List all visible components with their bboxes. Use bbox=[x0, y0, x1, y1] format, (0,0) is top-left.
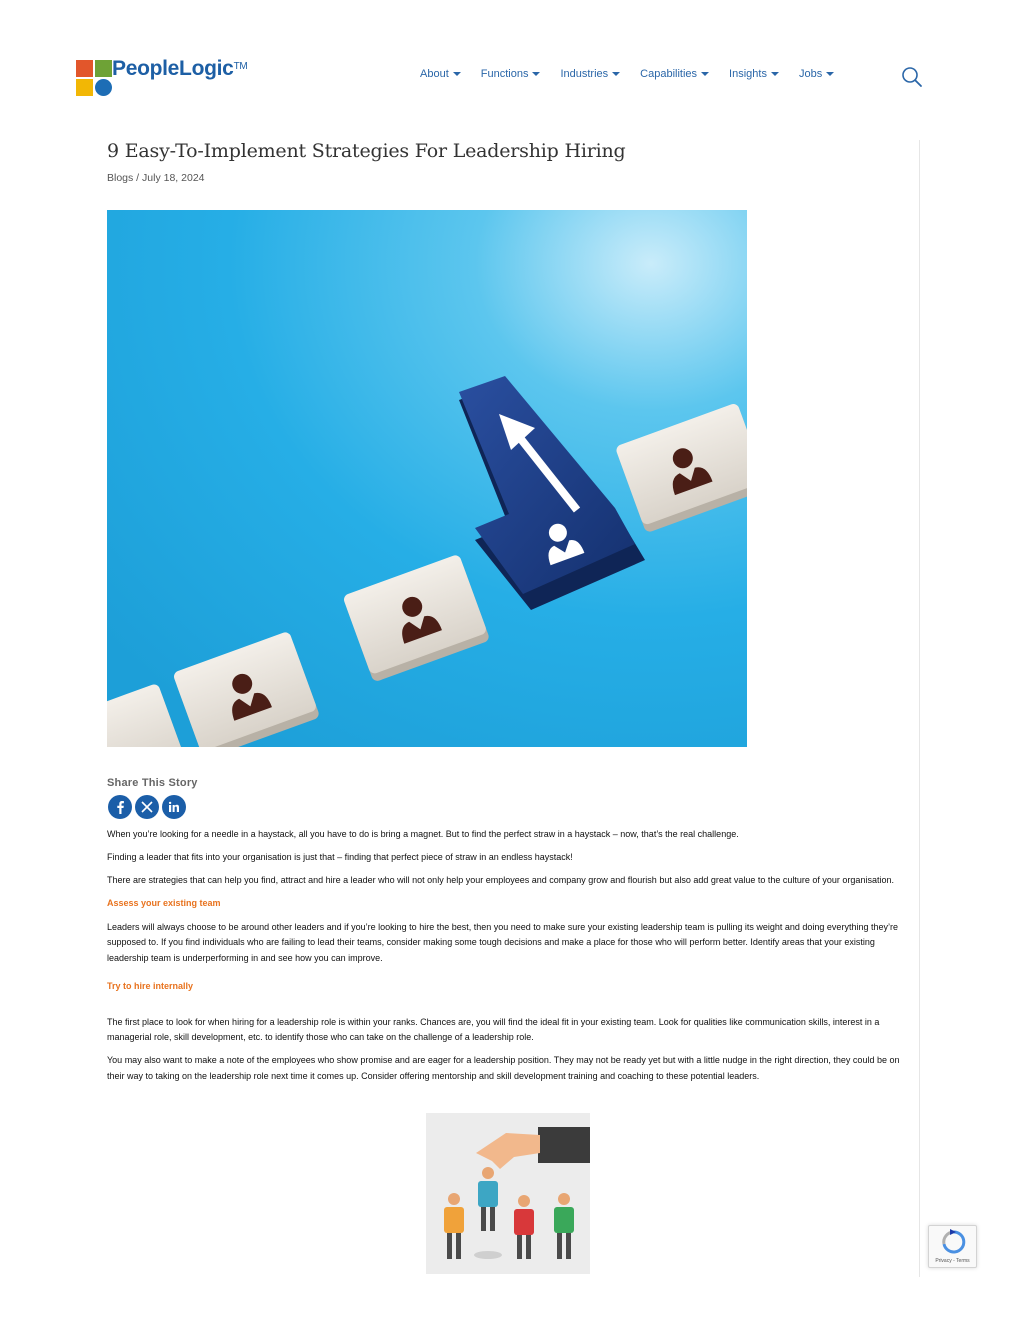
recaptcha-icon bbox=[929, 1226, 978, 1258]
nav-item-insights[interactable]: Insights bbox=[729, 68, 779, 80]
share-buttons bbox=[108, 795, 189, 819]
article-body bbox=[107, 827, 907, 1092]
recaptcha-links: Privacy - Terms bbox=[935, 1258, 970, 1264]
section-heading: Try to hire internally bbox=[107, 981, 194, 991]
linkedin-icon[interactable] bbox=[162, 795, 186, 819]
caret-down-icon bbox=[532, 72, 540, 76]
sidebar-divider bbox=[919, 140, 920, 1277]
paragraph: When you’re looking for a needle in a haystack, all you have to do is bring a magnet. But to find the perfect straw in a haystack – now, that’s the real challenge. bbox=[107, 829, 739, 839]
share-title: Share This Story bbox=[107, 777, 198, 789]
category-link[interactable]: Blogs bbox=[107, 172, 134, 184]
hiring-illustration bbox=[426, 1113, 590, 1274]
site-logo[interactable] bbox=[76, 58, 247, 100]
meta-separator: / bbox=[133, 172, 143, 184]
section-heading: Assess your existing team bbox=[107, 898, 221, 908]
paragraph: There are strategies that can help you find, attract and hire a leader who will not only help your employees and company grow and flourish but also add great value to the culture of your organisation. bbox=[107, 875, 894, 885]
nav-item-jobs[interactable]: Jobs bbox=[799, 68, 834, 80]
caret-down-icon bbox=[612, 72, 620, 76]
caret-down-icon bbox=[453, 72, 461, 76]
paragraph: The first place to look for when hiring for a leadership role is within your ranks. Chances are, you will find the ideal fit in your existing team. Look for qualities like communication skills, interest in a managerial role, skill development, etc. to identify those who can take on the challenge of a leadership role. bbox=[107, 1016, 880, 1042]
caret-down-icon bbox=[826, 72, 834, 76]
search-icon[interactable] bbox=[901, 66, 923, 88]
logo-text: PeopleLogic™ bbox=[112, 57, 248, 80]
facebook-icon[interactable] bbox=[108, 795, 132, 819]
caret-down-icon bbox=[701, 72, 709, 76]
nav-item-about[interactable]: About bbox=[420, 68, 461, 80]
caret-down-icon bbox=[771, 72, 779, 76]
article-title: 9 Easy-To-Implement Strategies For Leadership Hiring bbox=[107, 140, 626, 162]
paragraph: Finding a leader that fits into your organisation is just that – finding that perfect piece of straw in an endless haystack! bbox=[107, 852, 573, 862]
paragraph: You may also want to make a note of the employees who show promise and are eager for a leadership position. They may not be ready yet but with a little nudge in the right direction, they could be on their way to taking on the leadership role next time it comes up. Consider offering mentorship and skill development training and coaching to these potential leaders. bbox=[107, 1055, 900, 1081]
article-meta bbox=[107, 172, 205, 184]
logo-mark-icon bbox=[76, 58, 114, 98]
paragraph: Leaders will always choose to be around other leaders and if you’re looking to hire the best, then you need to make sure your existing leadership team is pulling its weight and doing everything they’re supposed to. If you find individuals who are failing to lead their teams, consider making some tough decisions and make a place for those who will perform better. Identify areas that your existing leadership team is underperforming in and see how you can improve. bbox=[107, 921, 898, 963]
nav-item-industries[interactable]: Industries bbox=[560, 68, 620, 80]
hero-image bbox=[107, 210, 747, 747]
article-date: July 18, 2024 bbox=[142, 172, 205, 184]
nav-item-capabilities[interactable]: Capabilities bbox=[640, 68, 709, 80]
nav-item-functions[interactable]: Functions bbox=[481, 68, 541, 80]
recaptcha-badge[interactable] bbox=[928, 1225, 977, 1268]
x-icon[interactable] bbox=[135, 795, 159, 819]
main-nav bbox=[420, 68, 854, 80]
